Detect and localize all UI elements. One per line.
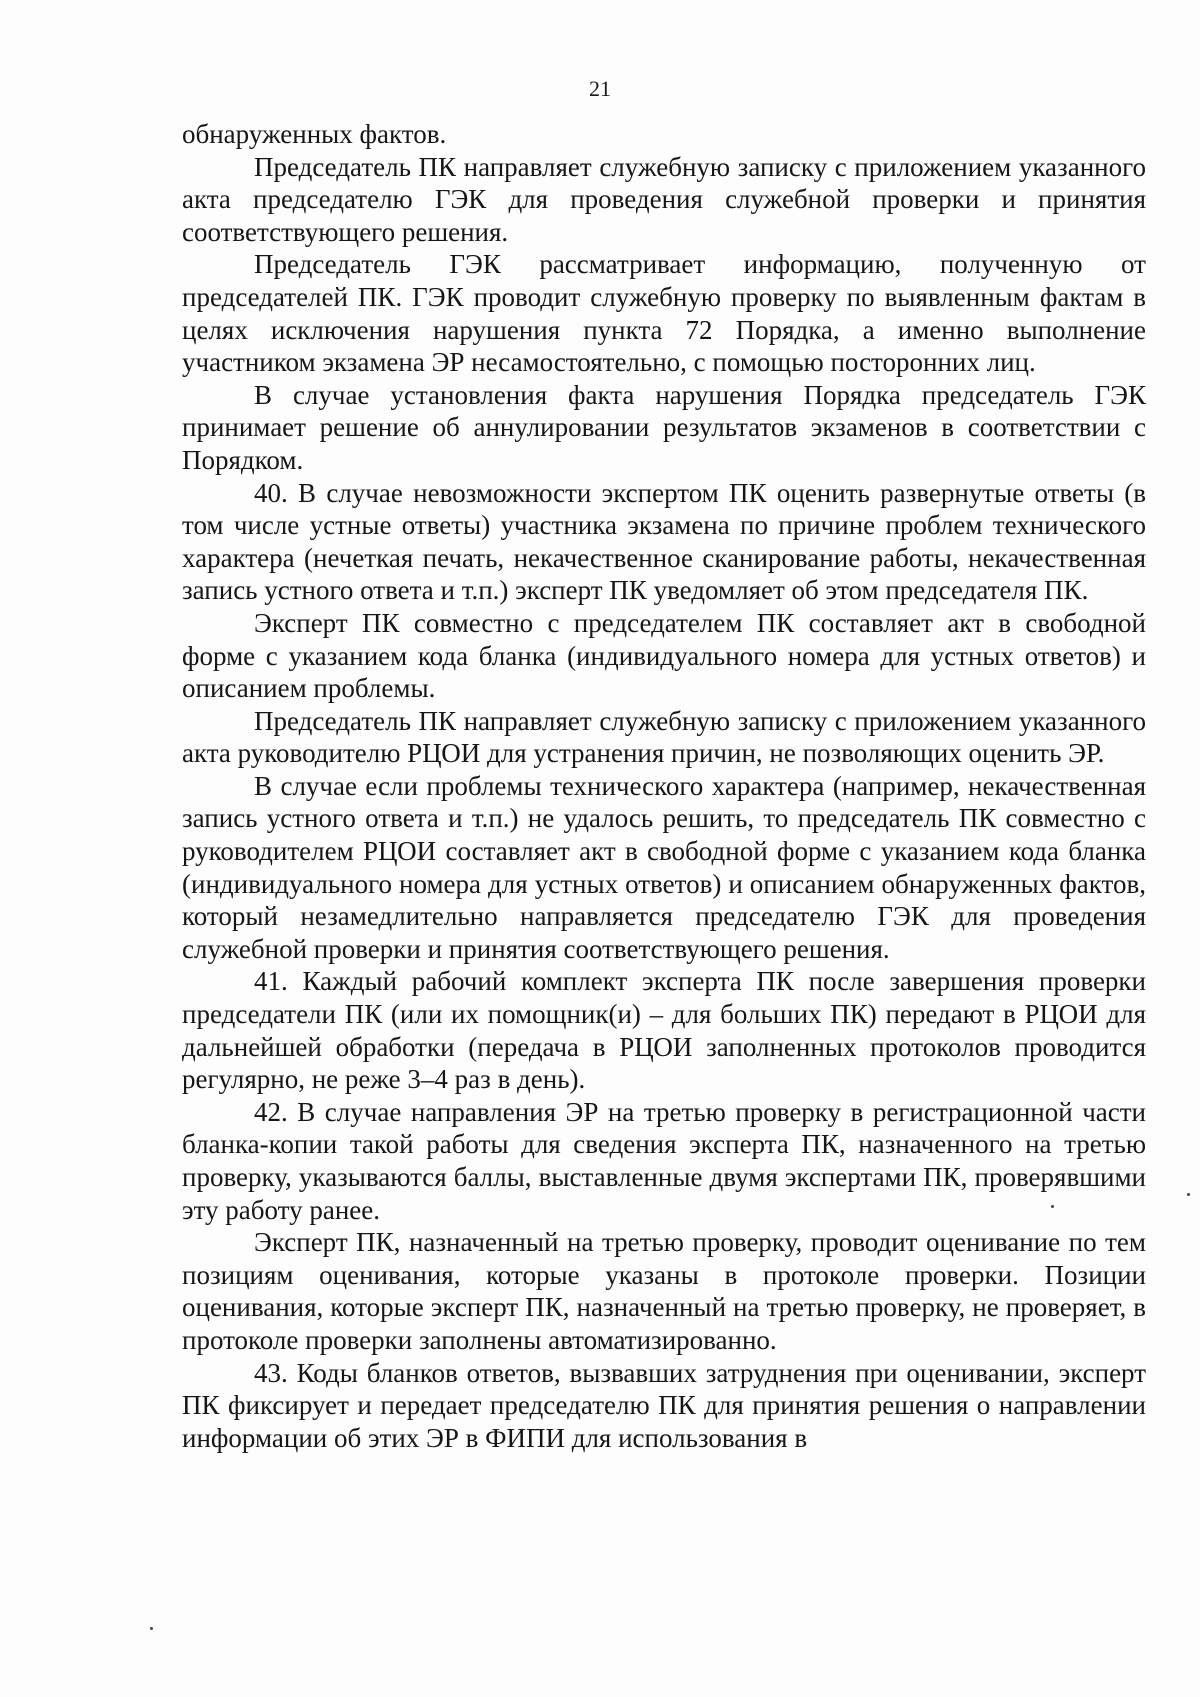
paragraph: В случае установления факта нарушения Порядка председатель ГЭК принимает решение об аннулировании результатов экзаменов в соответствии с Порядком.	[182, 379, 1146, 475]
paragraph: обнаруженных фактов.	[182, 119, 447, 149]
paragraph: В случае если проблемы технического характера (например, некачественная запись устного ответа и т.п.) не удалось решить, то председатель ПК совместно с руководителем РЦОИ составляет акт в свободной форме с указанием кода бланка (индивидуального номера для устных ответов) и описанием обнаруженных фактов, который незамедлительно направляется председателю ГЭК для проведения служебной проверки и принятия соответствующего решения.	[182, 770, 1146, 964]
paragraph-item-41: 41. Каждый рабочий комплект эксперта ПК после завершения проверки председатели ПК (или их помощник(и) – для больших ПК) передают в РЦОИ для дальнейшей обработки (передача в РЦОИ заполненных протоколов проводится регулярно, не реже 3–4 раз в день).	[182, 966, 1146, 1095]
paragraph-item-40: 40. В случае невозможности экспертом ПК оценить развернутые ответы (в том числе устные ответы) участника экзамена по причине проблем технического характера (нечеткая печать, некачественное сканирование работы, некачественная запись устного ответа и т.п.) эксперт ПК уведомляет об этом председателя ПК.	[182, 477, 1146, 606]
scan-speck	[1187, 1193, 1190, 1196]
document-body	[182, 118, 1146, 1454]
scan-speck	[1051, 1205, 1054, 1208]
scan-speck	[150, 1627, 153, 1630]
page-number: 21	[589, 76, 611, 101]
paragraph: Председатель ГЭК рассматривает информацию, полученную от председателей ПК. ГЭК проводит служебную проверку по выявленным фактам в целях исключения нарушения пункта 72 Порядка, а именно выполнение участником экзамена ЭР несамостоятельно, с помощью посторонних лиц.	[182, 249, 1146, 378]
paragraph-item-43: 43. Коды бланков ответов, вызвавших затруднения при оценивании, эксперт ПК фиксирует и передает председателю ПК для принятия решения о направлении информации об этих ЭР в ФИПИ для использования в	[182, 1357, 1146, 1453]
paragraph-item-42: 42. В случае направления ЭР на третью проверку в регистрационной части бланка-копии такой работы для сведения эксперта ПК, назначенного на третью проверку, указываются баллы, выставленные двумя экспертами ПК, проверявшими эту работу ранее.	[182, 1096, 1146, 1225]
paragraph: Председатель ПК направляет служебную записку с приложением указанного акта председателю ГЭК для проведения служебной проверки и принятия соответствующего решения.	[182, 151, 1146, 247]
paragraph: Эксперт ПК совместно с председателем ПК составляет акт в свободной форме с указанием кода бланка (индивидуального номера для устных ответов) и описанием проблемы.	[182, 607, 1146, 704]
paragraph: Председатель ПК направляет служебную записку с приложением указанного акта руководителю РЦОИ для устранения причин, не позволяющих оценить ЭР.	[182, 705, 1146, 769]
paragraph: Эксперт ПК, назначенный на третью проверку, проводит оценивание по тем позициям оценивания, которые указаны в протоколе проверки. Позиции оценивания, которые эксперт ПК, назначенный на третью проверку, не проверяет, в протоколе проверки заполнены автоматизированно.	[182, 1227, 1146, 1355]
